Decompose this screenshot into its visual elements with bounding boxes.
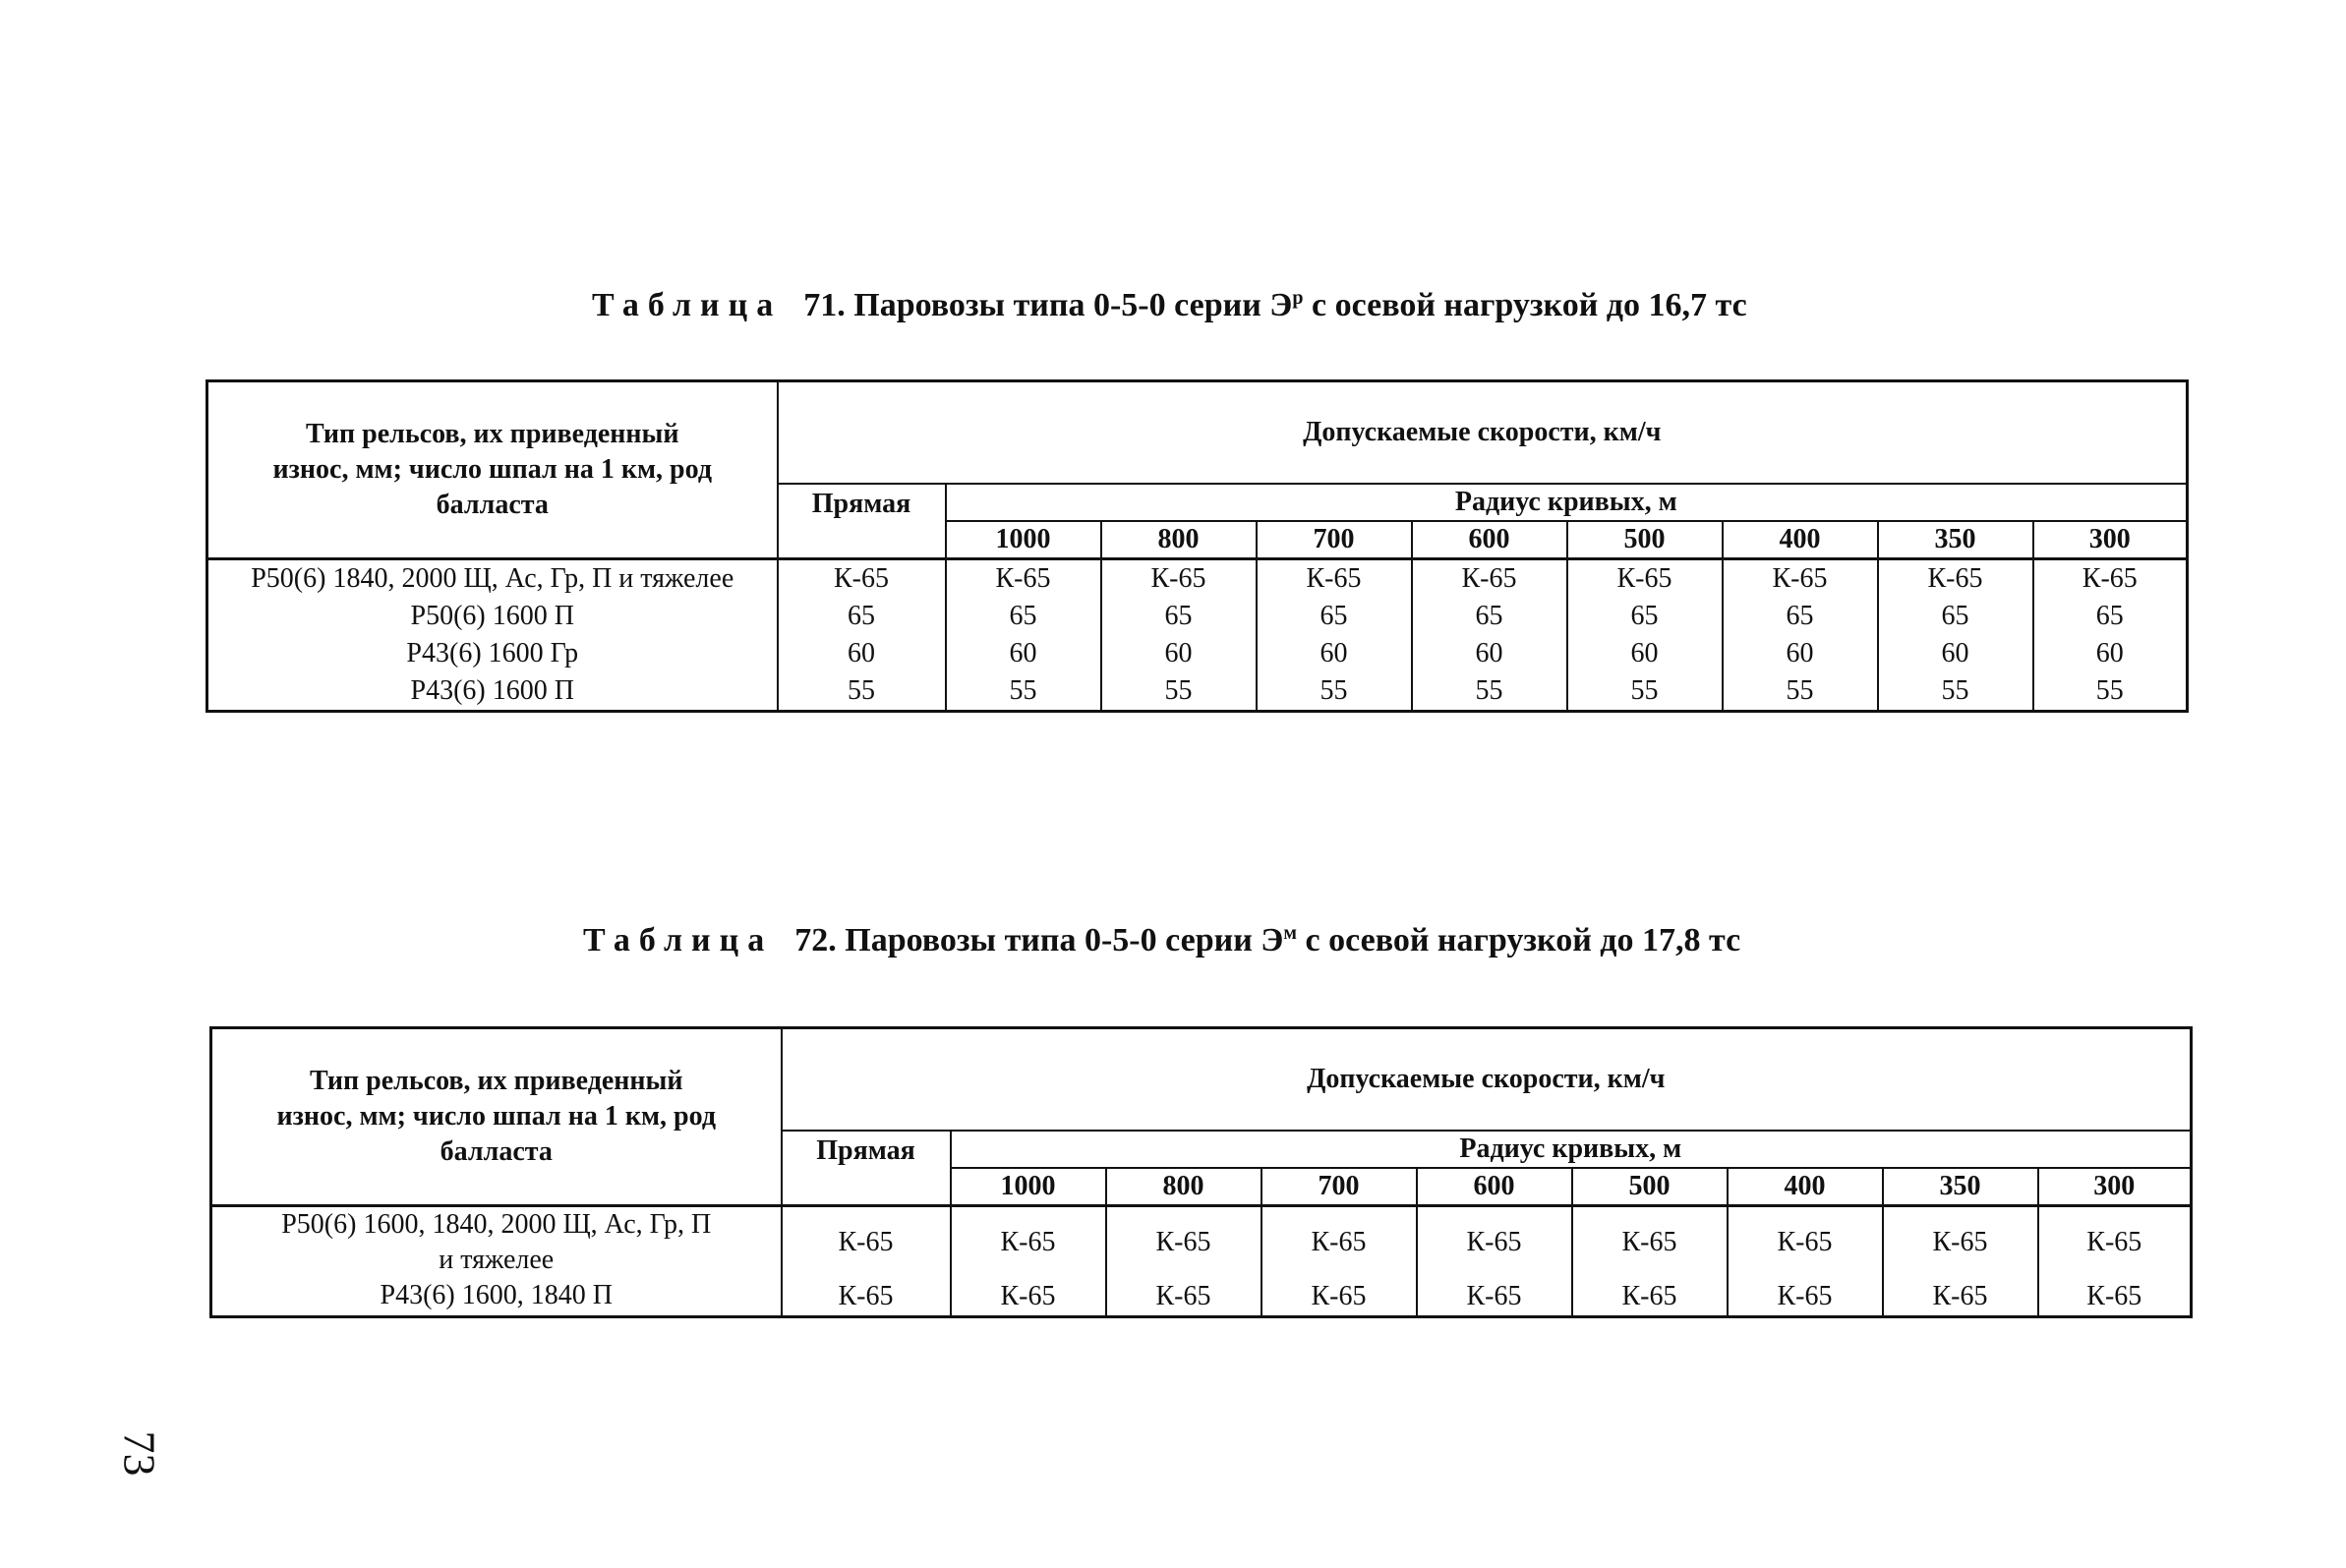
page-number: 73 <box>114 1430 165 1477</box>
radius-header-cell: 500 <box>1572 1168 1728 1206</box>
speed-cell: К-65 <box>1883 1206 2038 1279</box>
speed-cell: 55 <box>1101 672 1257 712</box>
speed-cell: 65 <box>1257 598 1412 635</box>
speed-cell: К-65 <box>951 1278 1106 1317</box>
header-rail-type: Тип рельсов, их приведенный износ, мм; число шпал на 1 км, род балласта <box>276 1066 716 1167</box>
speed-cell: 65 <box>1723 598 1878 635</box>
caption-word: Таблица <box>583 922 774 958</box>
radius-header-cell: 350 <box>1878 521 2033 559</box>
radius-header-cell: 1000 <box>951 1168 1106 1206</box>
speed-cell: К-65 <box>2038 1278 2192 1317</box>
header-curve-radius: Радиус кривых, м <box>946 484 2188 521</box>
speed-cell: К-65 <box>1101 559 1257 599</box>
header-straight: Прямая <box>782 1131 951 1206</box>
row-label: Р50(6) 1840, 2000 Щ, Ас, Гр, П и тяжелее <box>207 559 778 599</box>
speed-cell: 55 <box>1257 672 1412 712</box>
speed-cell: 55 <box>778 672 946 712</box>
speed-cell: К-65 <box>1261 1206 1417 1279</box>
speed-cell: 60 <box>2033 635 2188 672</box>
radius-header-cell: 500 <box>1567 521 1723 559</box>
speed-cell: 60 <box>1567 635 1723 672</box>
speed-cell: К-65 <box>778 559 946 599</box>
radius-header-cell: 800 <box>1106 1168 1261 1206</box>
speed-cell: К-65 <box>1412 559 1567 599</box>
row-label-line: Р50(6) 1600, 1840, 2000 Щ, Ас, Гр, П <box>281 1209 712 1240</box>
speed-cell: К-65 <box>1261 1278 1417 1317</box>
table-row <box>211 1206 2192 1279</box>
radius-header-cell: 700 <box>1257 521 1412 559</box>
row-label: Р43(6) 1600 Гр <box>406 638 579 668</box>
header-allowed-speeds: Допускаемые скорости, км/ч <box>778 381 2188 485</box>
speed-cell: 65 <box>1412 598 1567 635</box>
speed-cell: К-65 <box>1572 1278 1728 1317</box>
radius-header-cell: 800 <box>1101 521 1257 559</box>
caption-superscript: м <box>1283 922 1297 944</box>
table-71-caption <box>592 278 1747 325</box>
table-row <box>207 559 2188 599</box>
caption-word: Таблица <box>592 287 783 323</box>
radius-header-cell: 400 <box>1728 1168 1883 1206</box>
speed-cell: 65 <box>1567 598 1723 635</box>
speed-cell: 65 <box>1101 598 1257 635</box>
speed-cell: К-65 <box>1878 559 2033 599</box>
speed-cell: К-65 <box>1728 1278 1883 1317</box>
header-straight: Прямая <box>778 484 946 559</box>
table-72-caption <box>583 913 1740 960</box>
speed-cell: 60 <box>946 635 1101 672</box>
row-label: Р43(6) 1600, 1840 П <box>380 1280 613 1310</box>
speed-cell: К-65 <box>1728 1206 1883 1279</box>
radius-header-cell: 400 <box>1723 521 1878 559</box>
speed-cell: 60 <box>1723 635 1878 672</box>
caption-tail: с осевой нагрузкой до 17,8 тс <box>1297 922 1741 958</box>
speed-cell: К-65 <box>1417 1206 1572 1279</box>
caption-superscript: р <box>1292 287 1304 309</box>
header-allowed-speeds: Допускаемые скорости, км/ч <box>782 1028 2192 1132</box>
speed-cell: К-65 <box>2033 559 2188 599</box>
speed-cell: 55 <box>1878 672 2033 712</box>
caption-text: 71. Паровозы типа 0-5-0 серии Э <box>803 287 1293 323</box>
speed-cell: 55 <box>1723 672 1878 712</box>
table-row <box>211 1278 2192 1317</box>
speed-cell: 60 <box>1412 635 1567 672</box>
radius-header-cell: 600 <box>1412 521 1567 559</box>
header-curve-radius: Радиус кривых, м <box>951 1131 2192 1168</box>
row-label: Р43(6) 1600 П <box>410 675 574 706</box>
speed-cell: К-65 <box>1883 1278 2038 1317</box>
speed-cell: 55 <box>1412 672 1567 712</box>
speed-cell: 65 <box>778 598 946 635</box>
table-row <box>207 635 2188 672</box>
speed-cell: 60 <box>1878 635 2033 672</box>
table-row <box>207 672 2188 712</box>
speed-cell: К-65 <box>2038 1206 2192 1279</box>
speed-cell: К-65 <box>1723 559 1878 599</box>
speed-cell: 65 <box>2033 598 2188 635</box>
speed-cell: К-65 <box>1417 1278 1572 1317</box>
speed-cell: К-65 <box>782 1278 951 1317</box>
row-label <box>211 1206 782 1279</box>
speed-cell: К-65 <box>782 1206 951 1279</box>
radius-header-cell: 700 <box>1261 1168 1417 1206</box>
speed-cell: К-65 <box>1106 1278 1261 1317</box>
table-72 <box>209 1026 2193 1318</box>
speed-cell: К-65 <box>1106 1206 1261 1279</box>
speed-cell: К-65 <box>1572 1206 1728 1279</box>
speed-cell: 65 <box>1878 598 2033 635</box>
row-label-line: и тяжелее <box>439 1245 555 1275</box>
speed-cell: 60 <box>1257 635 1412 672</box>
radius-header-cell: 600 <box>1417 1168 1572 1206</box>
header-rail-type: Тип рельсов, их приведенный износ, мм; число шпал на 1 км, род балласта <box>272 419 712 520</box>
radius-header-cell: 1000 <box>946 521 1101 559</box>
speed-cell: 60 <box>1101 635 1257 672</box>
speed-cell: К-65 <box>1567 559 1723 599</box>
speed-cell: 55 <box>2033 672 2188 712</box>
radius-header-cell: 300 <box>2033 521 2188 559</box>
row-label: Р50(6) 1600 П <box>410 601 574 631</box>
caption-text: 72. Паровозы типа 0-5-0 серии Э <box>794 922 1284 958</box>
speed-cell: 55 <box>946 672 1101 712</box>
speed-cell: К-65 <box>951 1206 1106 1279</box>
speed-cell: К-65 <box>1257 559 1412 599</box>
speed-cell: 60 <box>778 635 946 672</box>
table-row <box>207 598 2188 635</box>
table-71 <box>205 379 2189 713</box>
speed-cell: К-65 <box>946 559 1101 599</box>
speed-cell: 65 <box>946 598 1101 635</box>
radius-header-cell: 350 <box>1883 1168 2038 1206</box>
caption-tail: с осевой нагрузкой до 16,7 тс <box>1303 287 1747 323</box>
radius-header-cell: 300 <box>2038 1168 2192 1206</box>
speed-cell: 55 <box>1567 672 1723 712</box>
